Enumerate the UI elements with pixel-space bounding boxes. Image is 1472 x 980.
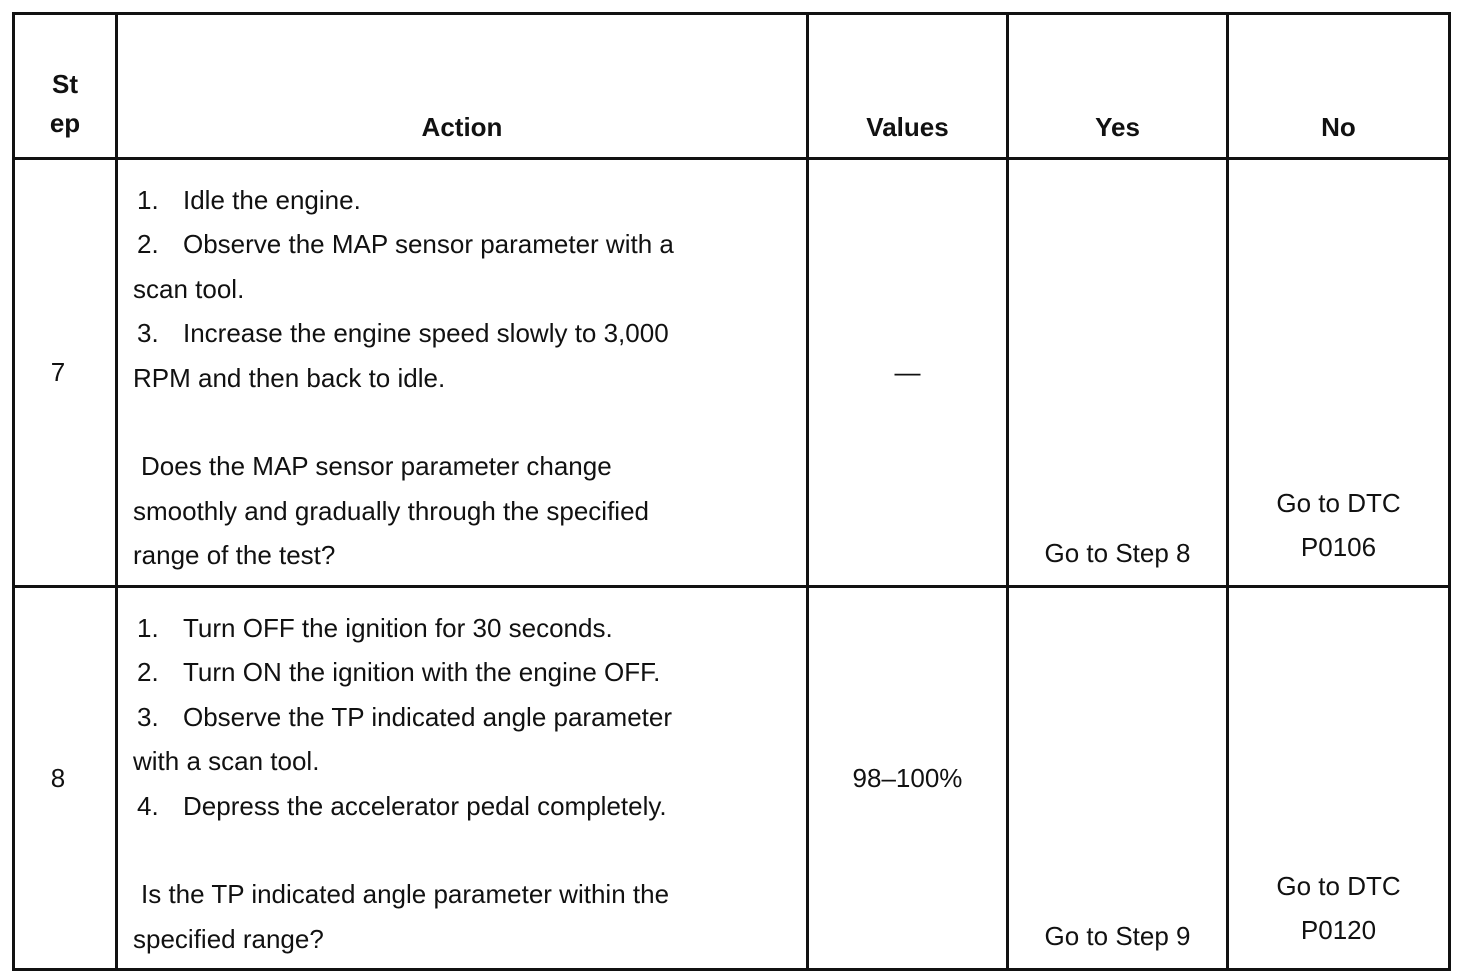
action-item (133, 784, 796, 828)
table-header-row (14, 14, 1450, 159)
no-cell-line2: P0106 (1300, 532, 1377, 562)
action-item-text: Increase the engine speed slowly to 3,000 (183, 318, 669, 349)
header-step-line1: St (52, 69, 78, 99)
diagnostic-table (12, 12, 1451, 971)
action-question-line: Does the MAP sensor parameter change (141, 451, 612, 482)
header-values: Values (808, 14, 1008, 159)
no-cell-line1: Go to DTC (1276, 488, 1401, 518)
no-cell-line2: P0120 (1300, 915, 1377, 945)
action-item-number: 3. (137, 318, 159, 349)
step-number: 8 (14, 587, 117, 970)
action-item (133, 311, 796, 355)
action-question-line: range of the test? (133, 540, 336, 571)
table-row (14, 587, 1450, 970)
action-item-number: 2. (137, 229, 159, 260)
action-item-text: Idle the engine. (183, 185, 361, 215)
action-item-continuation: RPM and then back to idle. (133, 362, 446, 393)
header-action: Action (117, 14, 808, 159)
action-item-text: Turn ON the ignition with the engine OFF. (183, 657, 661, 688)
action-item-number: 1. (137, 613, 159, 643)
header-step (14, 14, 117, 159)
action-question-line: Is the TP indicated angle parameter within the (141, 879, 670, 910)
action-item-number: 4. (137, 790, 159, 821)
action-item-text: Depress the accelerator pedal completely. (183, 790, 667, 821)
header-yes: Yes (1008, 14, 1228, 159)
action-cell (117, 159, 808, 587)
action-item-number: 1. (137, 185, 159, 215)
table-row (14, 159, 1450, 587)
action-item (133, 606, 796, 650)
action-item-text: Observe the TP indicated angle parameter (183, 701, 672, 732)
action-item-continuation: with a scan tool. (133, 746, 320, 777)
action-item (133, 178, 796, 222)
no-cell (1228, 587, 1450, 970)
values-cell: 98–100% (808, 587, 1008, 970)
action-item-text: Turn OFF the ignition for 30 seconds. (183, 613, 613, 643)
no-cell (1228, 159, 1450, 587)
action-item-continuation: scan tool. (133, 273, 245, 304)
values-cell: — (808, 159, 1008, 587)
action-item (133, 650, 796, 694)
action-item-text: Observe the MAP sensor parameter with a (183, 229, 674, 260)
action-question-line: smoothly and gradually through the specified (133, 495, 649, 526)
action-item-number: 3. (137, 701, 159, 732)
yes-cell: Go to Step 8 (1008, 159, 1228, 587)
action-item (133, 695, 796, 739)
yes-cell: Go to Step 9 (1008, 587, 1228, 970)
header-step-line2: ep (49, 108, 81, 138)
action-question-line: specified range? (133, 923, 324, 954)
no-cell-line1: Go to DTC (1276, 871, 1401, 901)
action-item-number: 2. (137, 657, 159, 688)
action-cell (117, 587, 808, 970)
action-item (133, 222, 796, 266)
header-no: No (1228, 14, 1450, 159)
step-number: 7 (14, 159, 117, 587)
